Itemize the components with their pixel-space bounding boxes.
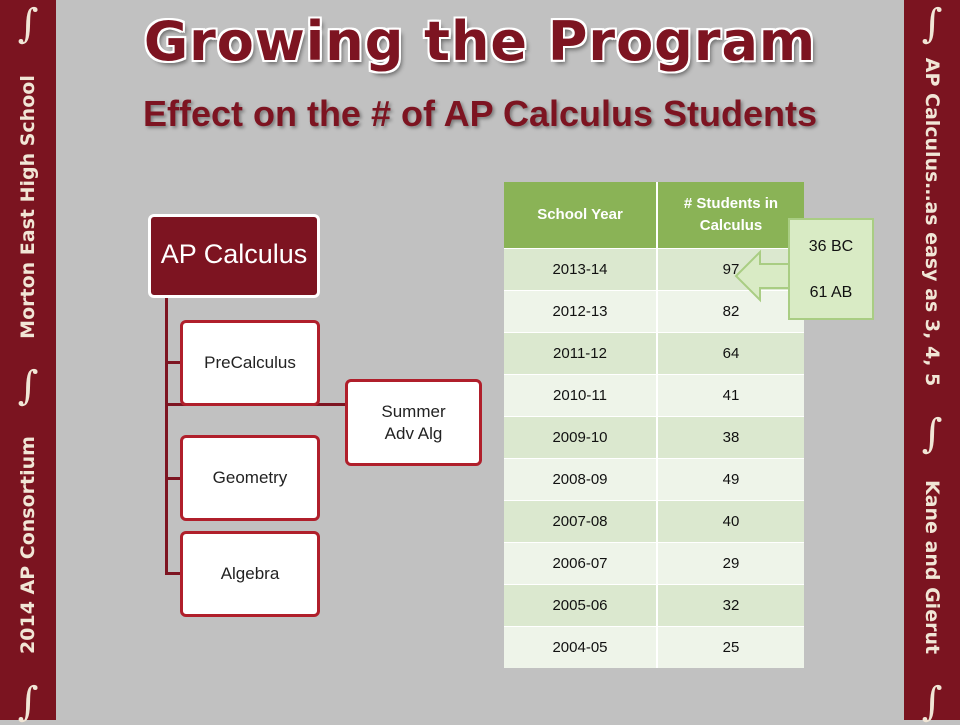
callout-bc-count: 36 BC [808, 238, 854, 255]
table-cell: 41 [657, 375, 804, 417]
left-sidebar-bottom-text: 2014 AP Consortium [17, 436, 39, 654]
table-cell: 2006-07 [504, 543, 657, 585]
table-cell: 2012-13 [504, 291, 657, 333]
table-header-cell: School Year [504, 182, 657, 249]
table-cell: 2005-06 [504, 585, 657, 627]
left-sidebar-top-text: Morton East High School [17, 75, 39, 339]
table-cell: 2004-05 [504, 627, 657, 669]
table-cell: 29 [657, 543, 804, 585]
integral-symbol-icon: ∫ [17, 363, 39, 409]
table-cell: 2013-14 [504, 249, 657, 291]
callout-ab-count: 61 AB [809, 284, 853, 301]
hierarchy-child-box: PreCalculus [180, 320, 320, 406]
table-cell: 25 [657, 627, 804, 669]
integral-symbol-icon: ∫ [921, 679, 943, 725]
table-cell: 82 [657, 291, 804, 333]
table-cell: 49 [657, 459, 804, 501]
table-cell: 2011-12 [504, 333, 657, 375]
right-sidebar-top-text: AP Calculus…as easy as 3, 4, 5 [921, 57, 943, 387]
callout-box [788, 218, 874, 320]
table-cell: 2008-09 [504, 459, 657, 501]
table-cell: 2007-08 [504, 501, 657, 543]
hierarchy-child-box: Algebra [180, 531, 320, 617]
table-cell: 40 [657, 501, 804, 543]
slide-subtitle: Effect on the # of AP Calculus Students [142, 93, 818, 134]
integral-symbol-icon: ∫ [921, 411, 943, 457]
table-cell: 64 [657, 333, 804, 375]
table-cell: 2010-11 [504, 375, 657, 417]
integral-symbol-icon: ∫ [17, 1, 39, 47]
right-sidebar-bottom-text: Kane and Gierut [921, 479, 943, 655]
integral-symbol-icon: ∫ [17, 679, 39, 725]
table-cell: 32 [657, 585, 804, 627]
table-cell: 2009-10 [504, 417, 657, 459]
hierarchy-child-box: Geometry [180, 435, 320, 521]
table-cell: 38 [657, 417, 804, 459]
integral-symbol-icon: ∫ [921, 1, 943, 47]
hierarchy-root-box: AP Calculus [148, 214, 320, 298]
hierarchy-side-box: Summer Adv Alg [345, 379, 482, 466]
table-cell: 97 [657, 249, 804, 291]
table-header-cell: # Students in Calculus [657, 182, 804, 249]
slide-title: Growing the Program [143, 10, 817, 73]
